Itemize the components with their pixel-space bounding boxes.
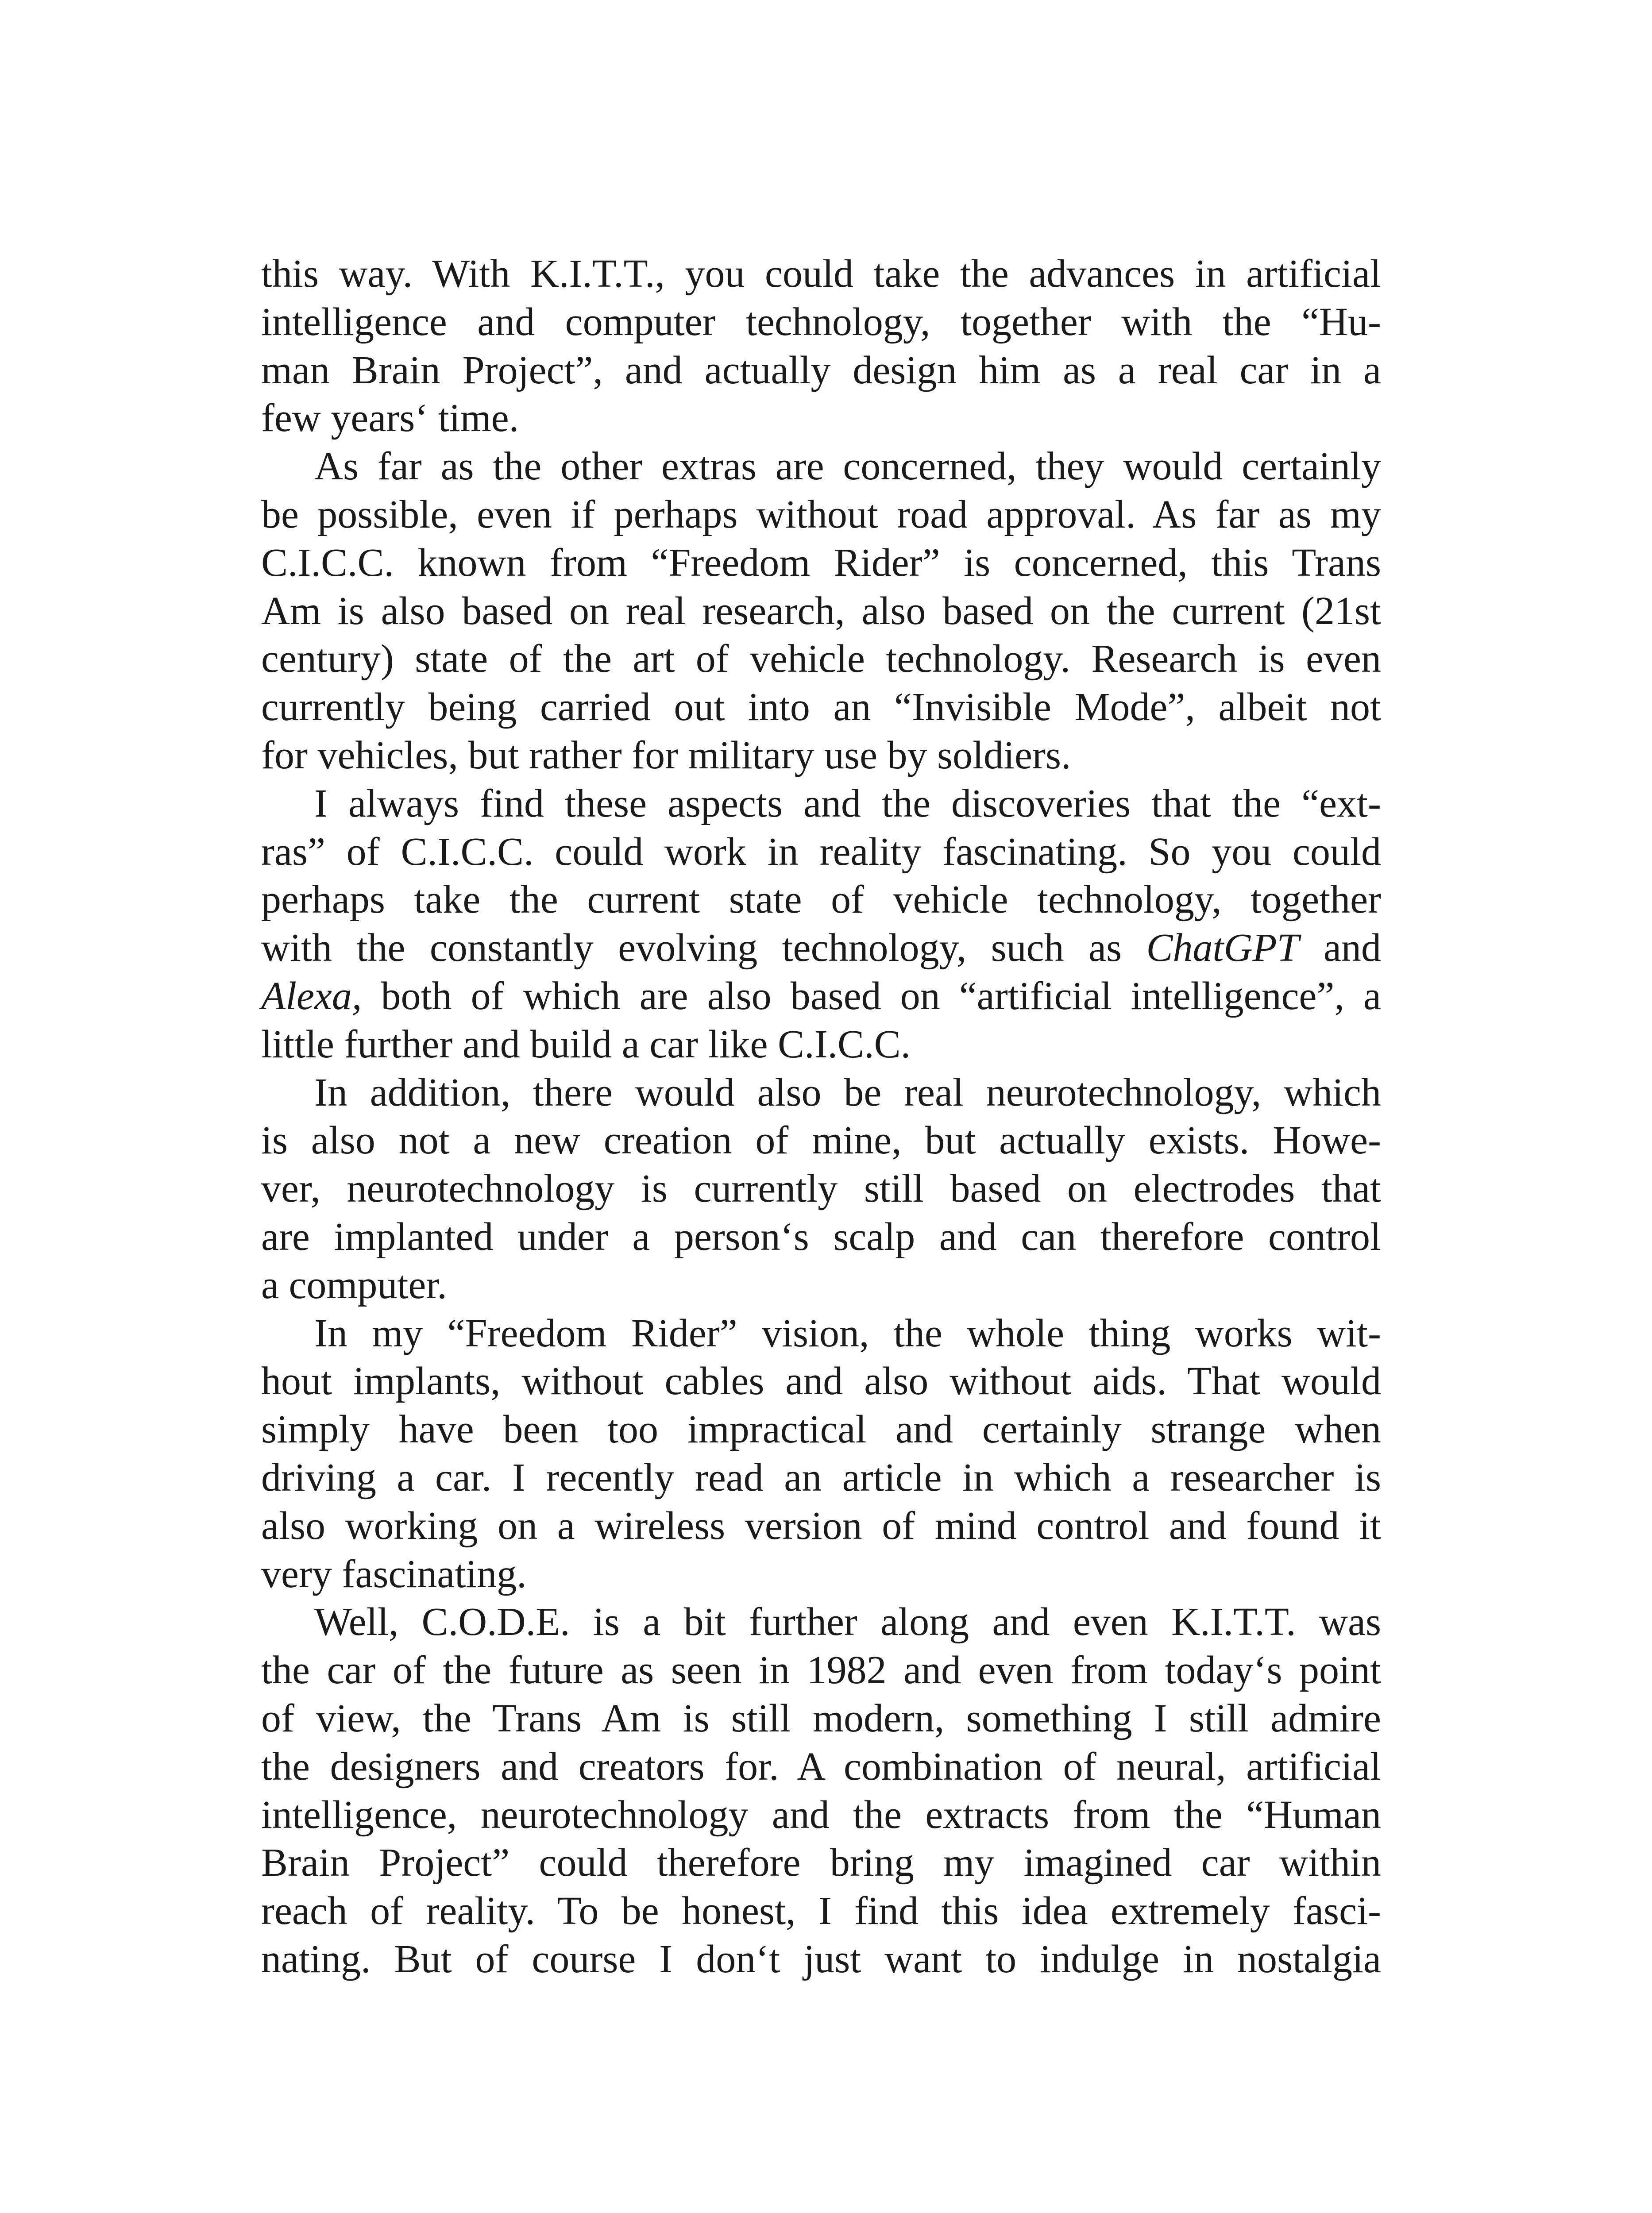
- text-line: of view, the Trans Am is still modern, something I still admire: [261, 1696, 1381, 1740]
- paragraph-6: [261, 1598, 1381, 1983]
- text-line: also working on a wireless version of mind control and found it: [261, 1504, 1381, 1548]
- paragraph-1: [261, 250, 1381, 443]
- text-fragment: both of which are also based on “artificial intelligence”, a: [362, 974, 1381, 1018]
- text-line: In my “Freedom Rider” vision, the whole thing works wit-: [314, 1311, 1381, 1355]
- text-line: intelligence and computer technology, together with the “Hu-: [261, 300, 1381, 344]
- paragraph-4: [261, 1069, 1381, 1310]
- text-fragment: with the constantly evolving technology, such as: [261, 926, 1146, 970]
- text-line: C.I.C.C. known from “Freedom Rider” is concerned, this Trans: [261, 540, 1381, 585]
- text-line: hout implants, without cables and also without aids. That would: [261, 1359, 1381, 1403]
- text-line: Brain Project” could therefore bring my imagined car within: [261, 1841, 1381, 1885]
- text-line: nating. But of course I don‘t just want to indulge in nostalgia: [261, 1937, 1381, 1981]
- text-line: driving a car. I recently read an article in which a researcher is: [261, 1455, 1381, 1500]
- text-line: very fascinating.: [261, 1552, 527, 1596]
- text-line: few years‘ time.: [261, 396, 519, 440]
- text-line: a computer.: [261, 1263, 447, 1307]
- text-line: ver, neurotechnology is currently still based on electrodes that: [261, 1167, 1381, 1211]
- text-line: man Brain Project”, and actually design him as a real car in a: [261, 348, 1381, 392]
- text-line: As far as the other extras are concerned, they would certainly: [314, 444, 1381, 489]
- text-fragment: and: [1299, 926, 1381, 970]
- text-line: simply have been too impractical and certainly strange when: [261, 1407, 1381, 1452]
- italic-term-chatgpt: ChatGPT: [1146, 926, 1299, 970]
- text-line: Am is also based on real research, also based on the current (21st: [261, 589, 1381, 633]
- paragraph-3: [261, 780, 1381, 1069]
- text-line: [261, 924, 1381, 972]
- text-line: Well, C.O.D.E. is a bit further along and even K.I.T.T. was: [314, 1600, 1381, 1644]
- text-line: intelligence, neurotechnology and the extracts from the “Human: [261, 1793, 1381, 1837]
- paragraph-2: [261, 443, 1381, 780]
- text-line: [261, 972, 1381, 1021]
- text-line: the designers and creators for. A combination of neural, artificial: [261, 1744, 1381, 1789]
- body-text: [261, 250, 1381, 1984]
- text-line: little further and build a car like C.I.C.C.: [261, 1022, 911, 1066]
- text-line: for vehicles, but rather for military use by soldiers.: [261, 733, 1071, 777]
- text-line: reach of reality. To be honest, I find this idea extremely fasci-: [261, 1889, 1381, 1933]
- text-line: this way. With K.I.T.T., you could take the advances in artificial: [261, 252, 1381, 296]
- italic-term-alexa: Alexa,: [261, 974, 362, 1018]
- text-line: currently being carried out into an “Invisible Mode”, albeit not: [261, 685, 1381, 729]
- text-line: are implanted under a person‘s scalp and can therefore control: [261, 1214, 1381, 1259]
- text-line: I always find these aspects and the discoveries that the “ext-: [314, 781, 1381, 825]
- text-line: In addition, there would also be real neurotechnology, which: [314, 1070, 1381, 1114]
- text-line: the car of the future as seen in 1982 and even from today‘s point: [261, 1648, 1381, 1693]
- text-line: century) state of the art of vehicle technology. Research is even: [261, 637, 1381, 681]
- text-line: is also not a new creation of mine, but actually exists. Howe-: [261, 1118, 1381, 1163]
- text-line: be possible, even if perhaps without road approval. As far as my: [261, 492, 1381, 536]
- text-line: ras” of C.I.C.C. could work in reality fascinating. So you could: [261, 829, 1381, 874]
- text-line: perhaps take the current state of vehicle technology, together: [261, 878, 1381, 922]
- paragraph-5: [261, 1310, 1381, 1599]
